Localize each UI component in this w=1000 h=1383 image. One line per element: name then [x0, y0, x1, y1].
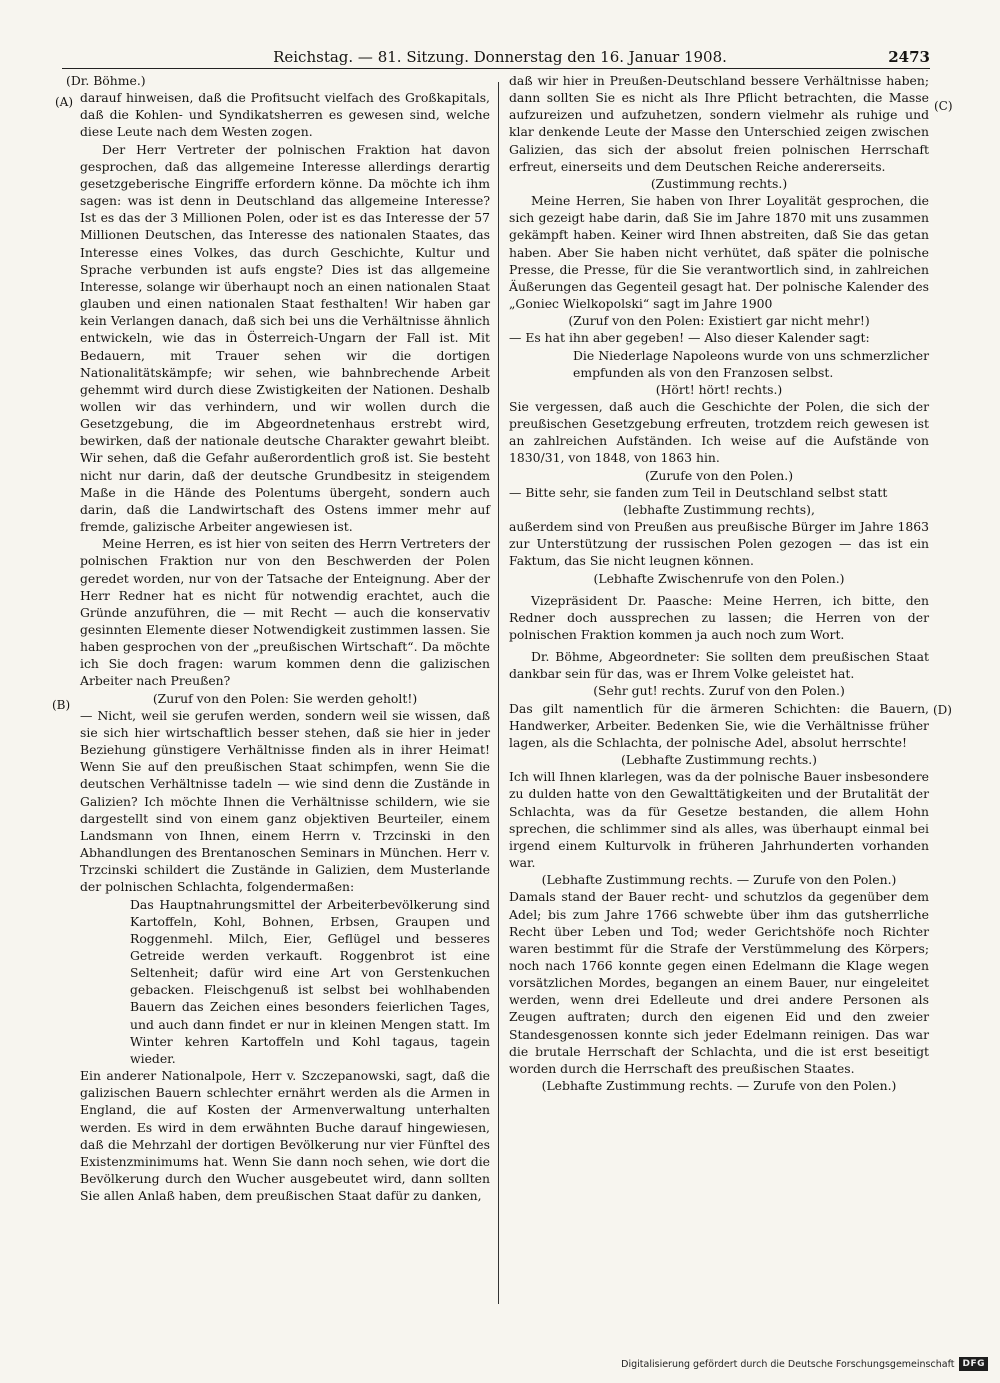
block-quote: Die Niederlage Napoleons wurde von uns schmerzlicher empfunden als von den Franzosen selbst.	[573, 347, 929, 380]
paragraph: Ich will Ihnen klarlegen, was da der polnische Bauer insbesondere zu dulden hatte von den Gewalttätigkeiten und der Brutalität der Schlachta, was da für Gesetze bestanden, die allem Hohn sprechen, die schlimmer sind als alles, was überhaupt einmal bei irgend einem Kulturvolk in früheren Jahrhunderten vorhanden war.	[509, 769, 929, 871]
column-divider	[498, 82, 499, 1304]
paragraph: Ein anderer Nationalpole, Herr v. Szczepanowski, sagt, daß die galizischen Bauern schlechter ernährt werden als die Armen in England, die auf Kosten der Armenverwaltung unterhalten werden. Es wird in dem erwähnten Buche darauf hingewiesen, daß die Mehrzahl der dortigen Bevölkerung nur vier Fünftel des Existenzminimums hat. Wenn Sie dann noch sehen, wie dort die Bevölkerung durch den Wucher ausgebeutet wird, dann sollten Sie allen Anlaß haben, dem preußischen Staat dafür zu danken,	[80, 1068, 490, 1204]
paragraph: — Bitte sehr, sie fanden zum Teil in Deutschland selbst statt	[509, 484, 888, 500]
paragraph: darauf hinweisen, daß die Profitsucht vielfach des Großkapitals, daß die Kohlen- und Syndikatsherren es gewesen sind, welche diese Leute nach dem Westen zogen.	[80, 90, 490, 140]
paragraph: — Nicht, weil sie gerufen werden, sondern weil sie wissen, daß sie sich hier wirtschaftlich besser stehen, daß sie hier in jeder Beziehung günstigere Verhältnisse finden als in ihrer Heimat! Wenn Sie auf den preußischen Staat schimpfen, wenn Sie die deutschen Verhältnisse tadeln — wie sind denn die Zustände in Galizien? Ich möchte Ihnen die Verhältnisse schildern, wie sie dargestellt sind von einem ganz objektiven Beurteiler, einem Landsmann von Ihnen, einem Herrn v. Trzcinski in den Abhandlungen des Brentanoschen Seminars in München. Herr v. Trzcinski schildert die Zustände in Galizien, dem Musterlande der polnischen Schlachta, folgendermaßen:	[80, 707, 490, 895]
paragraph: Meine Herren, es ist hier von seiten des Herrn Vertreters der polnischen Fraktion nur von den Beschwerden der Polen geredet worden, nur von der Tatsache der Enteignung. Aber der Herr Redner hat es nicht für notwendig erachtet, auch die Gründe anzuführen, die — mit Recht — auch die konservativ gesinnten Elemente dieser Notwendigkeit zustimmen lassen. Sie haben gesprochen von der „preußischen Wirtschaft“. Da möchte ich Sie doch fragen: warum kommen denn die galizischen Arbeiter nach Preußen?	[80, 536, 490, 689]
interjection: (Hört! hört! rechts.)	[655, 381, 783, 397]
interjection: (Zuruf von den Polen: Existiert gar nicht mehr!)	[568, 313, 870, 329]
interjection: (Lebhafte Zwischenrufe von den Polen.)	[593, 570, 845, 586]
speaker-paragraph: Vizepräsident Dr. Paasche: Meine Herren, ich bitte, den Redner doch aussprechen zu lassen; die Herren von der polnischen Fraktion kommen ja auch noch zum Wort.	[509, 592, 929, 642]
interjection: (Lebhafte Zustimmung rechts. — Zurufe von den Polen.)	[541, 872, 897, 888]
interjection: (Zustimmung rechts.)	[650, 175, 788, 191]
paragraph: Das gilt namentlich für die ärmeren Schichten: die Bauern, Handwerker, Arbeiter. Bedenken Sie, wie die Verhältnisse früher lagen, als die Schlachta, der polnische Adel, absolut herrschte!	[509, 700, 929, 750]
margin-marker-d: (D)	[933, 703, 952, 717]
footer	[621, 1355, 988, 1373]
interjection: (Sehr gut! rechts. Zuruf von den Polen.)	[593, 683, 845, 699]
paragraph: Damals stand der Bauer recht- und schutzlos da gegenüber dem Adel; bis zum Jahre 1766 schwebte über ihm das gutsherrliche Recht über Leben und Tod; weder Gerichtshöfe noch Richter waren bestimmt für die Strafe der Verstümmelung des Körpers; noch nach 1766 konnte gegen einen Edelmann die Klage wegen vorsätzlichen Mordes, begangen an einem Bauer, nur eingeleitet werden, wenn drei Edelleute und drei andere Personen als Zeugen auftraten; durch den eigenen Eid und den zweier Standesgenossen konnte sich jeder Edelmann reinigen. Das war die brutale Herrschaft der Schlachta, und die ist erst beseitigt worden durch die Herrschaft des preußischen Staates.	[509, 889, 929, 1076]
paragraph: Der Herr Vertreter der polnischen Fraktion hat davon gesprochen, daß das allgemeine Interesse allerdings derartig gesetzgeberische Eingriffe erfordern könne. Da möchte ich ihm sagen: was ist denn in Deutschland das allgemeine Interesse? Ist es das der 3 Millionen Polen, oder ist es das Interesse der 57 Millionen Deutschen, das Interesse des nationalen Staates, das Interesse eines Volkes, das durch Geschichte, Kultur und Sprache verbunden ist aufs engste? Dies ist das allgemeine Interesse, solange wir überhaupt noch an einen nationalen Staat glauben und einen nationalen Staat festhalten! Wir haben gar kein Verlangen danach, daß sich bei uns die Verhältnisse ähnlich entwickeln, wie das in Österreich-Ungarn der Fall ist. Mit Bedauern, mit Trauer sehen wir die dortigen Nationalitätskämpfe; wir sehen, wie bahnbrechende Arbeit gehemmt wird durch diese Zwistigkeiten der Nationen. Deshalb wollen wir das verhindern, und wir wollen durch die Gesetzgebung, die im Abgeordnetenhaus erstrebt wird, bewirken, daß der nationale deutsche Charakter gewahrt bleibt. Wir sehen, daß die Gefahr außerordentlich groß ist. Sie besteht nicht nur darin, daß der deutsche Grundbesitz in steigendem Maße in die Hände des Polentums übergeht, sondern auch darin, daß die Landwirtschaft des Ostens immer mehr auf fremde, galizische Arbeiter angewiesen ist.	[80, 141, 490, 535]
margin-marker-a: (A)	[55, 95, 74, 109]
speaker-paragraph: Dr. Böhme, Abgeordneter: Sie sollten dem preußischen Staat dankbar sein für das, was er Ihrem Volke geleistet hat.	[509, 649, 929, 682]
header-title: Reichstag. — 81. Sitzung. Donnerstag den 16. Januar 1908.	[273, 48, 727, 66]
paragraph: Meine Herren, Sie haben von Ihrer Loyalität gesprochen, die sich gezeigt habe darin, daß Sie im Jahre 1870 mit uns zusammen gekämpft haben. Keiner wird Ihnen abstreiten, daß Sie das getan haben. Aber Sie haben nicht verhütet, daß später die polnische Presse, die Presse, für die Sie verantwortlich sind, in zahlreichen Äußerungen das Gegenteil gesagt hat. Der polnische Kalender des „Goniec Wielkopolski“ sagt im Jahre 1900	[509, 193, 929, 312]
interjection: (Lebhafte Zustimmung rechts. — Zurufe von den Polen.)	[541, 1078, 897, 1094]
paragraph: außerdem sind von Preußen aus preußische Bürger im Jahre 1863 zur Unterstützung der russischen Polen gezogen — das ist ein Faktum, das Sie nicht leugnen können.	[509, 519, 929, 569]
left-column	[66, 72, 490, 1204]
interjection: (Lebhafte Zustimmung rechts.)	[620, 752, 818, 768]
paragraph: Sie vergessen, daß auch die Geschichte der Polen, die sich der preußischen Gesetzgebung erfreuten, trotzdem reich gewesen ist an zahlreichen Aufständen. Ich weise auf die Aufstände von 1830/31, von 1848, von 1863 hin.	[509, 398, 929, 466]
paragraph: — Es hat ihn aber gegeben! — Also dieser Kalender sagt:	[509, 330, 870, 346]
page-number: 2473	[888, 48, 930, 66]
footer-text: Digitalisierung gefördert durch die Deutsche Forschungsgemeinschaft	[621, 1358, 955, 1370]
right-column	[509, 72, 929, 1094]
block-quote: Das Hauptnahrungsmittel der Arbeiterbevölkerung sind Kartoffeln, Kohl, Bohnen, Erbsen, Graupen und Roggenmehl. Milch, Eier, Geflügel und besseres Getreide werden verkauft. Roggenbrot ist eine Seltenheit; dafür wird eine Art von Gerstenkuchen gebacken. Fleischgenuß ist selbst bei wohlhabenden Bauern das Zeichen eines besonders feierlichen Tages, und auch dann findet er nur in kleinen Mengen statt. Im Winter kehren Kartoffeln und Kohl tagaus, tagein wieder.	[130, 896, 490, 1066]
interjection: (Zurufe von den Polen.)	[644, 467, 794, 483]
margin-marker-b: (B)	[52, 698, 71, 712]
margin-marker-c: (C)	[934, 99, 953, 113]
interjection: (Zuruf von den Polen: Sie werden geholt!)	[152, 690, 418, 706]
paragraph: daß wir hier in Preußen-Deutschland bessere Verhältnisse haben; dann sollten Sie es nicht als Ihre Pflicht betrachten, die Masse aufzureizen und aufzuhetzen, sondern vielmehr als ruhige und klar denkende Leute der Masse den Unterschied zeigen zwischen Galizien, das sich der absolut freien polnischen Herrschaft erfreut, einerseits und dem Deutschen Reiche andererseits.	[509, 73, 929, 174]
page-header	[60, 46, 940, 70]
header-rule	[62, 68, 930, 69]
interjection: (lebhafte Zustimmung rechts),	[623, 501, 815, 517]
speaker-continuation: (Dr. Böhme.)	[66, 73, 146, 88]
dfg-logo: DFG	[959, 1357, 988, 1371]
